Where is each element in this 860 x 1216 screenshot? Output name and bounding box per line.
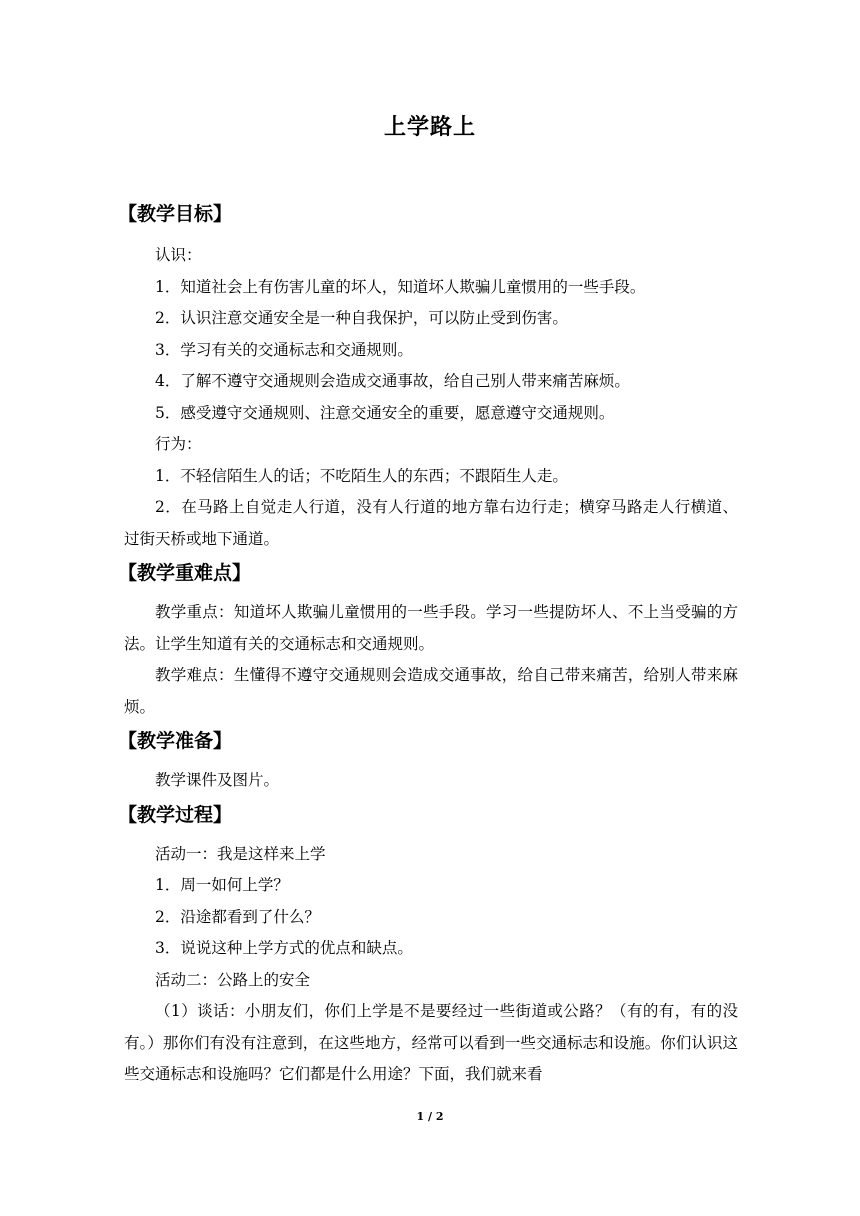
- paragraph: 认识：: [155, 246, 202, 264]
- paragraph: 5．感受遵守交通规则、注意交通安全的重要，愿意遵守交通规则。: [155, 403, 615, 422]
- page-title: 上学路上: [383, 115, 476, 140]
- page-number: 1 / 2: [416, 1110, 444, 1123]
- paragraph: 1．不轻信陌生人的话；不吃陌生人的东西；不跟陌生人走。: [155, 466, 568, 485]
- section-heading-key-points: 【教学重难点】: [118, 562, 252, 584]
- document-body: [118, 196, 738, 1091]
- section-heading-objectives: 【教学目标】: [118, 203, 233, 225]
- paragraph: 3．说说这种上学方式的优点和缺点。: [155, 939, 413, 957]
- paragraph: 活动二：公路上的安全: [155, 970, 311, 989]
- section-heading-preparation: 【教学准备】: [118, 730, 233, 752]
- paragraph: 行为：: [155, 435, 202, 453]
- paragraph: 4．了解不遵守交通规则会造成交通事故，给自己别人带来痛苦麻烦。: [155, 372, 630, 390]
- paragraph: 教学难点：生懂得不遵守交通规则会造成交通事故，给自己带来痛苦，给别人带来麻烦。: [124, 666, 738, 716]
- paragraph: 2．沿途都看到了什么？: [155, 907, 320, 926]
- paragraph: （1）谈话：小朋友们，你们上学是不是要经过一些街道或公路？（有的有，有的没有。）那你们有没有注意到，在这些地方，经常可以看到一些交通标志和设施。你们认识这些交通标志和设施吗？它们都是什么用途？下面，我们就来看: [124, 1002, 738, 1083]
- paragraph: 2．在马路上自觉走人行道，没有人行道的地方靠右边行走；横穿马路走人行横道、过街天桥或地下通道。: [124, 498, 738, 548]
- paragraph: 2．认识注意交通安全是一种自我保护，可以防止受到伤害。: [155, 309, 568, 327]
- section-heading-process: 【教学过程】: [118, 803, 233, 826]
- paragraph: 1．周一如何上学？: [155, 876, 289, 894]
- paragraph: 3．学习有关的交通标志和交通规则。: [155, 340, 413, 359]
- paragraph: 1．知道社会上有伤害儿童的坏人，知道坏人欺骗儿童惯用的一些手段。: [155, 277, 646, 296]
- paragraph: 教学重点：知道坏人欺骗儿童惯用的一些手段。学习一些提防坏人、不上当受骗的方法。让学生知道有关的交通标志和交通规则。: [124, 603, 738, 653]
- paragraph: 活动一：我是这样来上学: [155, 844, 326, 863]
- paragraph: 教学课件及图片。: [155, 771, 280, 789]
